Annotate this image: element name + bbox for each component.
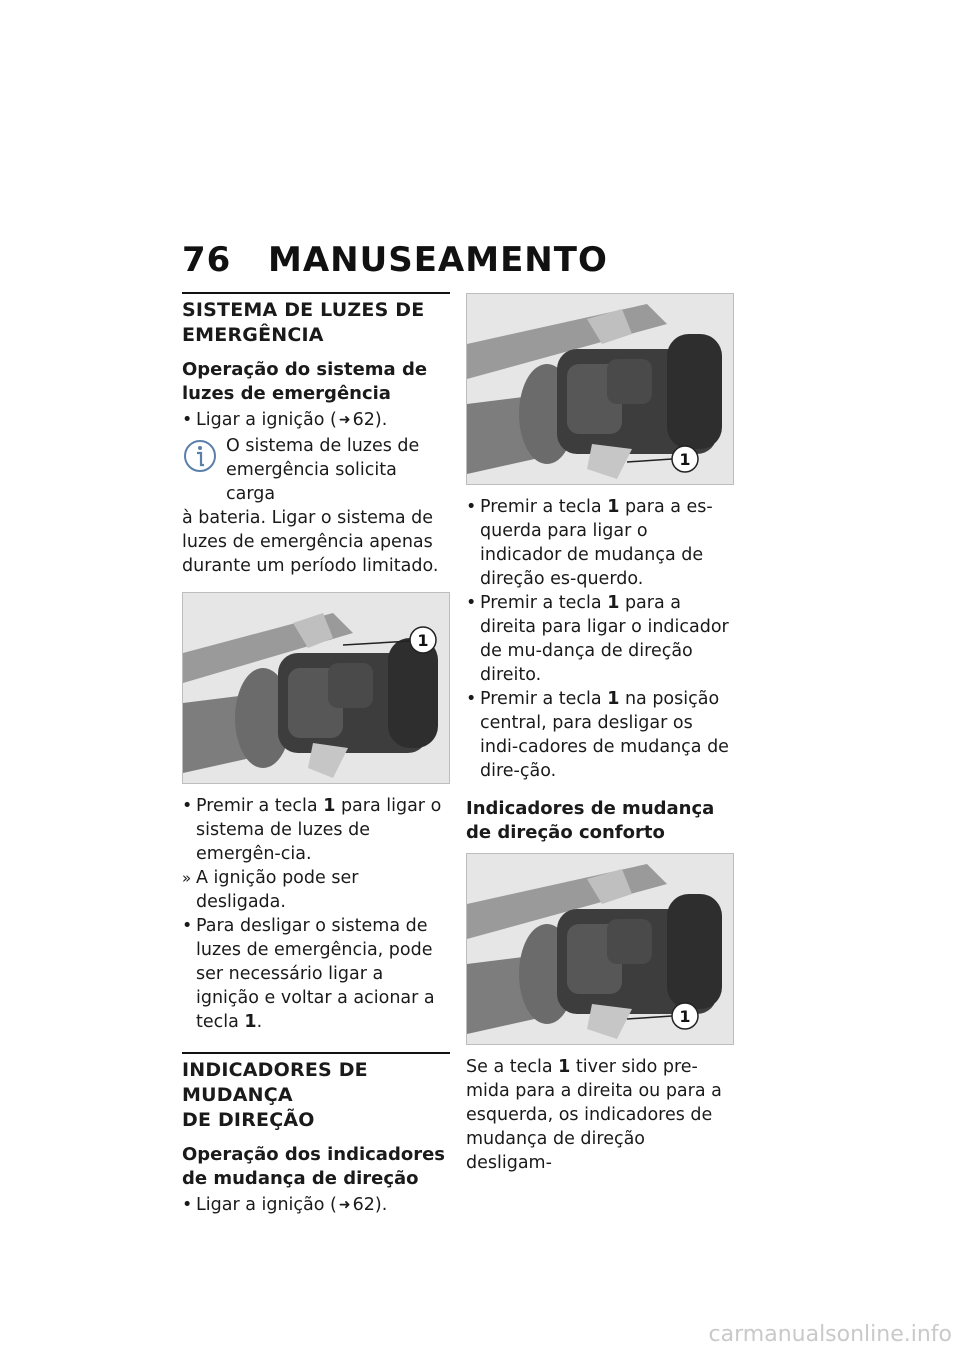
- paragraph-text: Se a tecla: [466, 1057, 559, 1077]
- comfort-turn-paragraph: [466, 1055, 734, 1175]
- page-header: [182, 240, 608, 280]
- arrow-right-icon: ➜: [338, 1197, 351, 1213]
- page-number: 76: [182, 240, 232, 280]
- handlebar-switch-figure: [466, 853, 734, 1045]
- subsection-title-comfort-turn: Indicadores de mudança de direção conforto: [466, 798, 715, 843]
- bullet-text: Premir a tecla: [196, 796, 324, 816]
- bullet-ignition-on: [182, 1193, 450, 1217]
- bullet-text: para a direita para ligar o indicador de mu-dança de direção direito.: [480, 593, 729, 685]
- bullet-text: .: [256, 1012, 263, 1032]
- handlebar-switch-illustration: [467, 854, 733, 1044]
- figure-callout: 1: [417, 631, 429, 650]
- section-rule: [182, 292, 450, 294]
- bullet-text: na posição central, para desligar os indi-cadores de mudança de dire-ção.: [480, 689, 729, 781]
- note-text: emergência solicita carga: [226, 460, 397, 504]
- arrow-right-icon: ➜: [338, 412, 351, 428]
- bullet-text: para ligar o sistema de luzes de emergên-cia.: [196, 796, 442, 864]
- bullet-text: Ligar a ignição (: [196, 410, 337, 430]
- watermark: [0, 1322, 960, 1347]
- section-title-line: DE DIREÇÃO: [182, 1109, 315, 1131]
- info-note: [182, 434, 450, 506]
- bullet-turn-left: [466, 495, 734, 591]
- section-title-turn-indicators: [182, 1058, 450, 1133]
- result-item: [182, 866, 450, 914]
- section-title-line: SISTEMA DE LUZES DE: [182, 299, 425, 321]
- subsection-title-turn-operation: Operação dos indicadores de mudança de direção: [182, 1144, 446, 1189]
- figure-callout: 1: [679, 450, 691, 469]
- key-reference: 1: [558, 1057, 571, 1077]
- result-text: A ignição pode ser desligada.: [196, 868, 359, 912]
- figure-callout: 1: [679, 1007, 691, 1026]
- page-reference[interactable]: 62).: [352, 410, 388, 430]
- handlebar-switch-figure: [182, 592, 450, 784]
- bullet-turn-off: [466, 687, 734, 783]
- key-reference: 1: [323, 796, 336, 816]
- bullet-press-key: [182, 794, 450, 866]
- right-column: [466, 293, 734, 1175]
- handlebar-switch-illustration: [183, 593, 449, 783]
- key-reference: 1: [244, 1012, 257, 1032]
- note-text: à bateria. Ligar o sistema de luzes de emergência apenas durante um período limitado.: [182, 508, 439, 576]
- key-reference: 1: [607, 689, 620, 709]
- bullet-text: Premir a tecla: [480, 593, 608, 613]
- section-title-line: EMERGÊNCIA: [182, 324, 324, 346]
- bullet-text: para a es-querda para ligar o indicador de mudança de direção es-querdo.: [480, 497, 713, 589]
- left-column: [182, 292, 450, 1217]
- key-reference: 1: [607, 497, 620, 517]
- section-title-line: INDICADORES DE MUDANÇA: [182, 1059, 368, 1106]
- bullet-turn-right: [466, 591, 734, 687]
- page-reference[interactable]: 62).: [352, 1195, 388, 1215]
- section-title-hazard: [182, 298, 450, 348]
- handlebar-switch-figure: [466, 293, 734, 485]
- subsection-title-hazard-operation: Operação do sistema de luzes de emergência: [182, 359, 428, 404]
- result-mark: »: [182, 869, 192, 887]
- bullet-text: Premir a tecla: [480, 497, 608, 517]
- paragraph-text: tiver sido pre-mida para a direita ou para a esquerda, os indicadores de mudança de direção desligam-: [466, 1057, 722, 1173]
- note-text: O sistema de luzes de: [226, 436, 420, 456]
- bullet-text: Para desligar o sistema de luzes de emergência, pode ser necessário ligar a ignição e voltar a acionar a tecla: [196, 916, 435, 1032]
- bullet-ignition-on: [182, 408, 450, 432]
- handlebar-switch-illustration: [467, 294, 733, 484]
- bullet-turn-off: [182, 914, 450, 1034]
- info-icon: [182, 438, 218, 474]
- section-rule: [182, 1052, 450, 1054]
- key-reference: 1: [607, 593, 620, 613]
- bullet-text: Premir a tecla: [480, 689, 608, 709]
- watermark-text: carmanualsonline.info: [708, 1322, 952, 1347]
- bullet-text: Ligar a ignição (: [196, 1195, 337, 1215]
- chapter-title: MANUSEAMENTO: [268, 240, 608, 280]
